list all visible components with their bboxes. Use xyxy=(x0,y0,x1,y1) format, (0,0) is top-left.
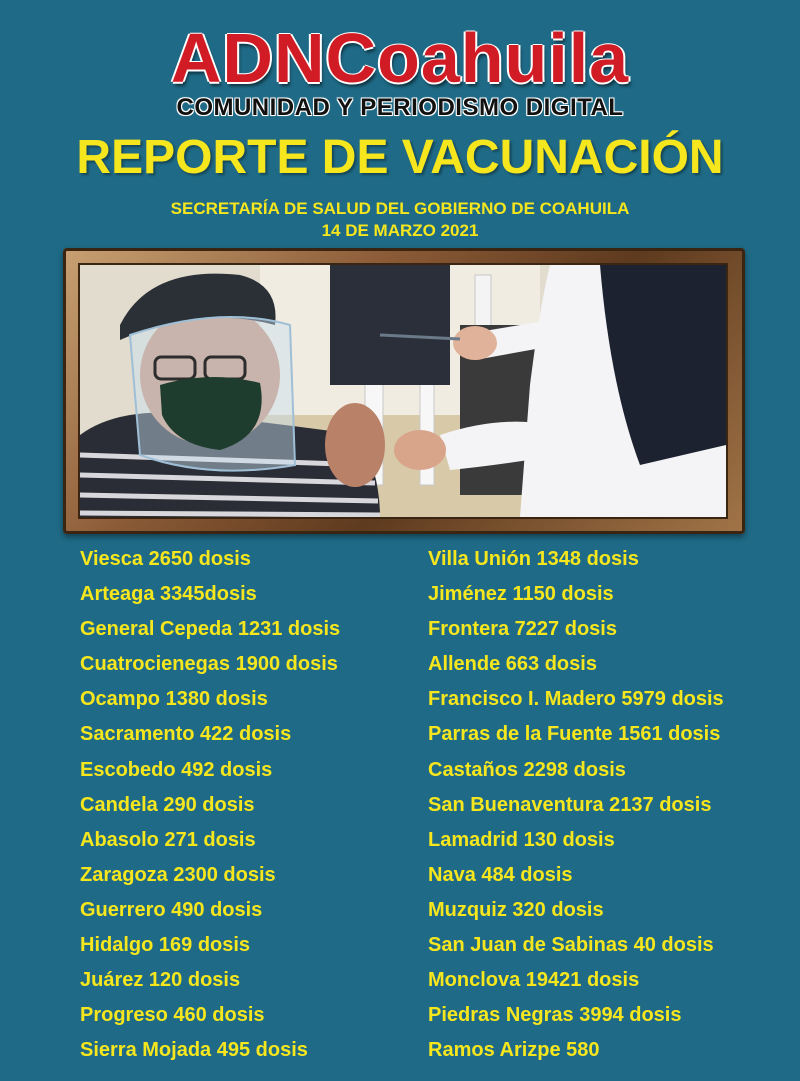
list-item: Francisco I. Madero 5979 dosis xyxy=(428,688,724,711)
list-item: Castaños 2298 dosis xyxy=(428,758,626,781)
list-item: San Buenaventura 2137 dosis xyxy=(428,793,712,816)
list-item: General Cepeda 1231 dosis xyxy=(80,618,341,641)
list-item: Candela 290 dosis xyxy=(80,793,255,816)
page-title: REPORTE DE VACUNACIÓN xyxy=(76,131,724,184)
list-item: Frontera 7227 dosis xyxy=(428,618,617,641)
list-item: Viesca 2650 dosis xyxy=(80,548,251,570)
list-item: Ocampo 1380 dosis xyxy=(80,688,268,711)
list-item: Ramos Arizpe 580 xyxy=(428,1039,600,1062)
list-item: Monclova 19421 dosis xyxy=(428,969,640,992)
list-item: Allende 663 dosis xyxy=(428,653,597,676)
list-item: Escobedo 492 dosis xyxy=(80,758,273,781)
list-item: Progreso 460 dosis xyxy=(80,1004,265,1027)
site-tagline: COMUNIDAD Y PERIODISMO DIGITAL xyxy=(176,94,624,121)
list-item: Abasolo 271 dosis xyxy=(80,828,256,851)
vaccination-photo xyxy=(80,265,726,517)
list-item: Villa Unión 1348 dosis xyxy=(428,548,639,570)
site-logo: ADNCoahuila xyxy=(170,19,630,97)
subtitle-source: SECRETARÍA DE SALUD DEL GOBIERNO DE COAHUILA xyxy=(170,199,630,218)
list-item: Arteaga 3345dosis xyxy=(80,583,257,606)
list-item: Guerrero 490 dosis xyxy=(80,898,263,921)
list-item: Sierra Mojada 495 dosis xyxy=(80,1039,308,1062)
list-item: Cuatrocienegas 1900 dosis xyxy=(80,653,338,676)
list-item: Hidalgo 169 dosis xyxy=(80,934,251,957)
right-municipality-list xyxy=(428,542,724,1068)
list-item: Piedras Negras 3994 dosis xyxy=(428,1004,682,1027)
list-item: Jiménez 1150 dosis xyxy=(428,583,614,606)
list-item: San Juan de Sabinas 40 dosis xyxy=(428,934,714,957)
list-item: Parras de la Fuente 1561 dosis xyxy=(428,723,721,746)
vaccination-illustration xyxy=(80,265,726,517)
subtitle-date: 14 DE MARZO 2021 xyxy=(321,221,479,240)
list-item: Zaragoza 2300 dosis xyxy=(80,863,276,886)
left-municipality-list xyxy=(80,542,340,1068)
list-item: Juárez 120 dosis xyxy=(80,969,241,992)
list-item: Muzquiz 320 dosis xyxy=(428,898,604,921)
list-item: Nava 484 dosis xyxy=(428,863,573,886)
list-item: Lamadrid 130 dosis xyxy=(428,828,615,851)
list-item: Sacramento 422 dosis xyxy=(80,723,292,746)
